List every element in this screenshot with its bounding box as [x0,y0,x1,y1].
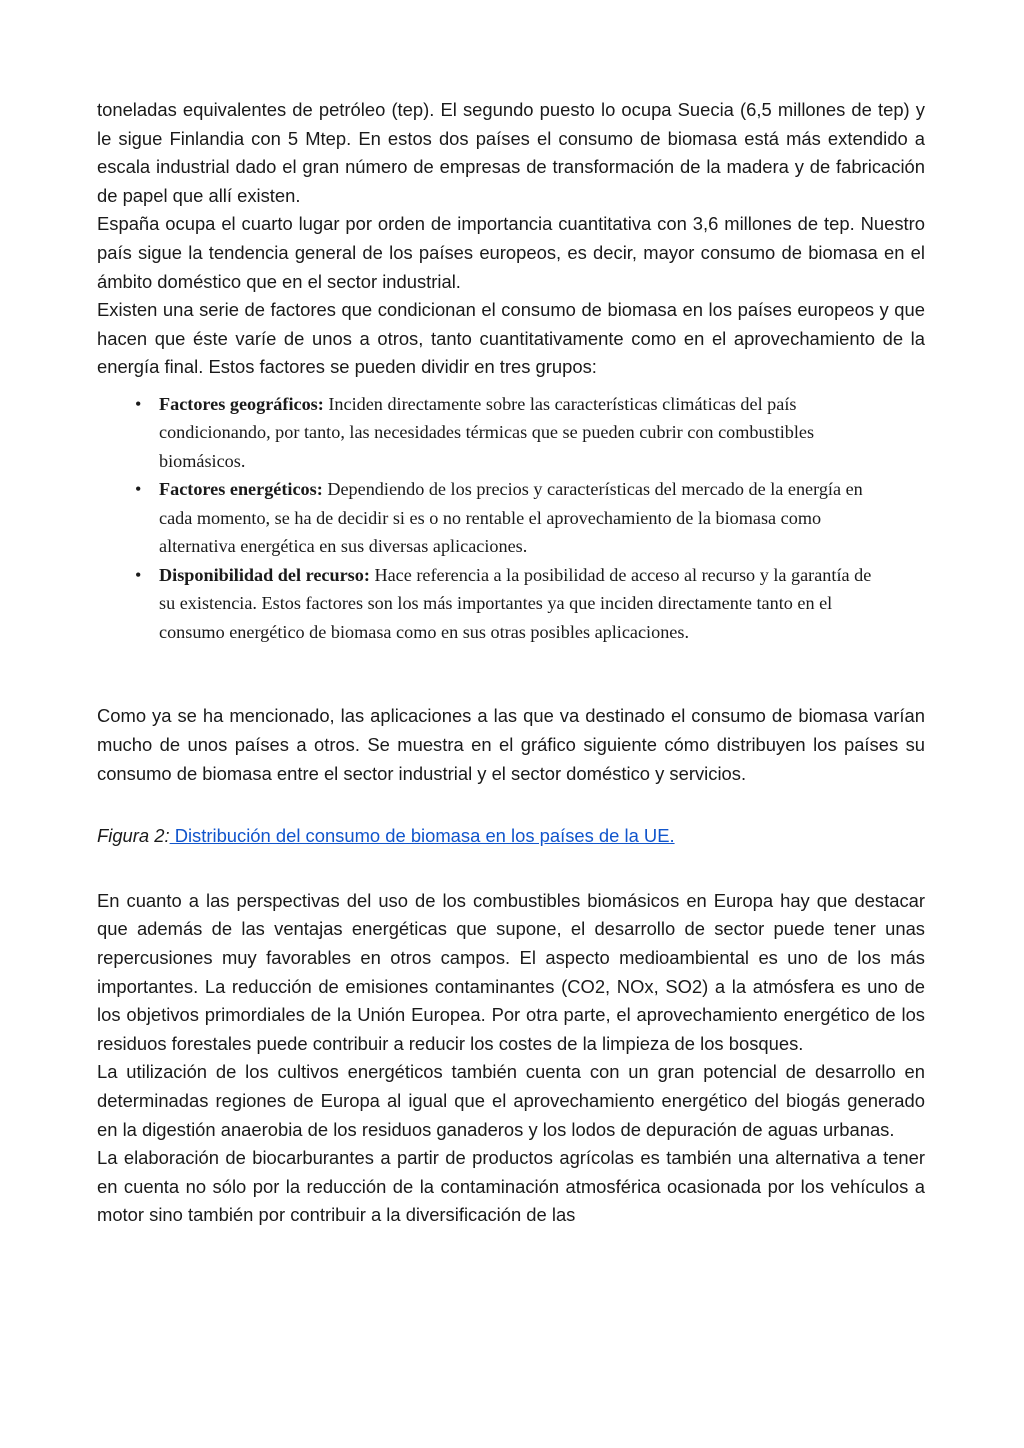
bullet-marker: • [135,393,142,414]
list-item-geographic-factors [97,390,925,476]
bullet-marker: • [135,564,142,585]
bullet-title: Factores geográficos: [159,393,324,414]
paragraph-energy-crops: La utilización de los cultivos energéticos también cuenta con un gran potencial de desarrollo en determinadas regiones de Europa al igual que el aprovechamiento energético del biogás generado en la digestión anaerobia de los residuos ganaderos y los lodos de depuración de aguas urbanas. [97,1061,925,1140]
list-item-energy-factors [97,475,925,561]
paragraph-biofuels: La elaboración de biocarburantes a partir de productos agrícolas es también una alternativa a tener en cuenta no sólo por la reducción de la contaminación atmosférica ocasionada por los vehículos a motor sino también por contribuir a la diversificación de las [97,1147,925,1226]
bullet-title: Disponibilidad del recurso: [159,564,370,585]
list-item-resource-availability [97,561,925,647]
paragraph-spain: España ocupa el cuarto lugar por orden de importancia cuantitativa con 3,6 millones de tep. Nuestro país sigue la tendencia general de los países europeos, es decir, mayor consumo de biomasa en el ámbito doméstico que en el sector industrial. [97,213,925,292]
paragraph-applications: Como ya se ha mencionado, las aplicaciones a las que va destinado el consumo de biomasa varían mucho de unos países a otros. Se muestra en el gráfico siguiente cómo distribuyen los países su consumo de biomasa entre el sector industrial y el sector doméstico y servicios. [97,705,925,784]
bullet-marker: • [135,479,142,500]
figure-caption [97,822,925,851]
bullet-text: Inciden directamente sobre las características climáticas del país condicionando, por tanto, las necesidades térmicas que se pueden cubrir con combustibles biomásicos. [159,393,815,471]
paragraph-perspectives: En cuanto a las perspectivas del uso de los combustibles biomásicos en Europa hay que destacar que además de las ventajas energéticas que supone, el desarrollo de sector puede tener unas repercusiones muy favorables en otros campos. El aspecto medioambiental es uno de los más importantes. La reducción de emisiones contaminantes (CO2, NOx, SO2) a la atmósfera es uno de los objetivos primordiales de la Unión Europea. Por otra parte, el aprovechamiento energético de los residuos forestales puede contribuir a reducir los costes de la limpieza de los bosques. [97,889,925,1054]
figure-label: Figura 2: [97,825,170,847]
bullet-text: Dependiendo de los precios y características del mercado de la energía en cada momento, se ha de decidir si es o no rentable el aprovechamiento de la biomasa como alternativa energética en sus diversas aplicaciones. [159,479,863,557]
figure-link[interactable]: Distribución del consumo de biomasa en los países de la UE. [169,825,675,847]
paragraph-intro-continuation: toneladas equivalentes de petróleo (tep). El segundo puesto lo ocupa Suecia (6,5 millones de tep) y le sigue Finlandia con 5 Mtep. En estos dos países el consumo de biomasa está más extendido a escala industrial dado el gran número de empresas de transformación de la madera y de fabricación de papel que allí existen. [97,99,925,206]
paragraph-factors-intro: Existen una serie de factores que condicionan el consumo de biomasa en los países europeos y que hacen que éste varíe de unos a otros, tanto cuantitativamente como en el aprovechamiento de la energía final. Estos factores se pueden dividir en tres grupos: [97,299,925,378]
factors-list [97,390,925,647]
document-page [97,96,925,1230]
bullet-text: Hace referencia a la posibilidad de acceso al recurso y la garantía de su existencia. Estos factores son los más importantes ya que inciden directamente tanto en el consumo energético de biomasa como en sus otras posibles aplicaciones. [159,564,872,642]
bullet-title: Factores energéticos: [159,479,323,500]
